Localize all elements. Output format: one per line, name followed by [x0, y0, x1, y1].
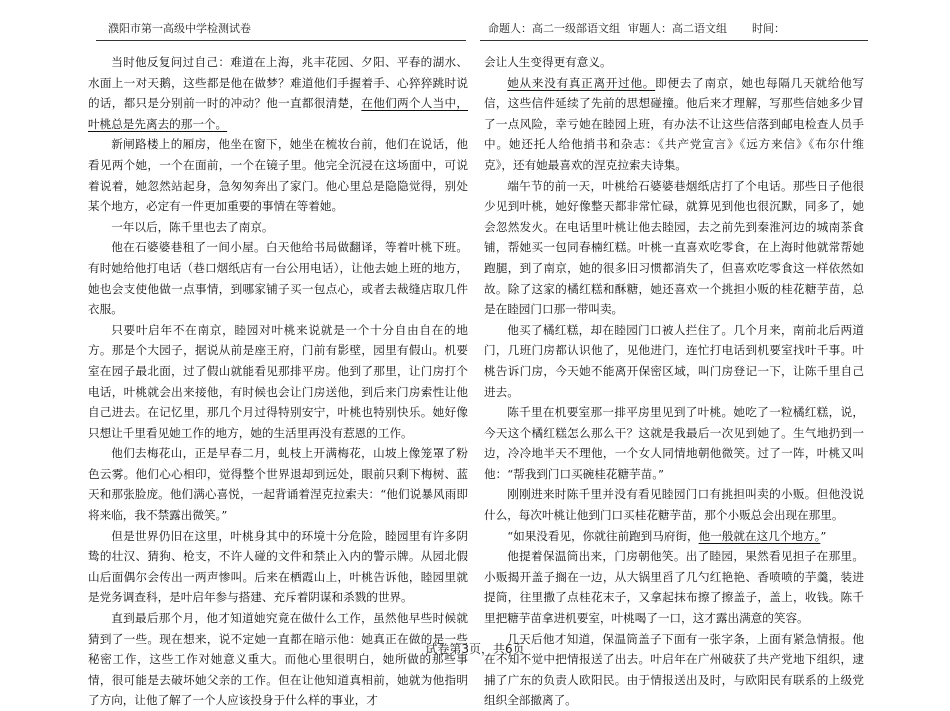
paragraph	[484, 526, 864, 547]
paragraph	[88, 52, 468, 134]
reviewer: 审题人：高二语文组	[628, 22, 727, 35]
paragraph: 他提着保温筒出来，门房朝他笑。出了睦园，果然看见担子在那里。小贩揭开盖子搁在一边，从大锅里舀了几勺红艳艳、香喷喷的芋羹，装进提筒，往里撒了点桂花末子，又拿起抹布擦了擦盖子，盖上，收钱。陈千里把糖芋苗拿进机要室，叶桃喝了一口，这才露出满意的笑容。	[484, 549, 864, 626]
school-title: 濮阳市第一高级中学检测试卷	[108, 22, 251, 35]
page-footer: 试卷第3页，共6页	[425, 642, 525, 656]
paragraph: 陈千里在机要室那一排平房里见到了叶桃。她吃了一粒橘红糕，说，今天这个橘红糕怎么那么干？这就是我最后一次见到她了。生气地扔到一边，冷冷地半天不理他，一个女人同情地朝他微笑。过了一阵，叶桃又叫他：“帮我到门口买碗桂花糖芋苗。”	[484, 405, 864, 481]
header-rule-left	[96, 40, 466, 41]
paragraph	[484, 73, 864, 176]
paragraph: 会让人生变得更有意义。	[484, 55, 612, 69]
underlined-sentence: 她从来没有真正离开过他。	[507, 75, 656, 90]
paragraph: 几天后他才知道，保温筒盖子下面有一张字条，上面有紧急情报。他在不知不觉中把情报送了出去。叶启年在广州破获了共产党地下组织，逮捕了广东的负责人欧阳民。由于情报送出及时，与欧阳民有联系的上级党组织全部撤离了。	[484, 631, 864, 708]
paragraph: 只要叶启年不在南京，睦园对叶桃来说就是一个十分自由自在的地方。那是个大园子，据说从前是座王府，门前有影壁，园里有假山。机要室在园子最北面，过了假山就能看见那排平房。他到了那里，让门房打个电话，叶桃就会出来接他，有时候也会让门房送他，到后来门房索性让他自己进去。在记忆里，那几个月过得特别安宁，叶桃也特别快乐。她好像只想让千里看见她工作的地方，她的生活里再没有惹恩的工作。	[88, 322, 468, 440]
underlined-sentence: 他一般就在这几个地方。	[698, 528, 821, 543]
paragraph: 新闸路楼上的厢房，他坐在窗下，她坐在梳妆台前，他们在说话，他看见两个她，一个在面前，一个在镜子里。他完全沉浸在这场面中，可说着说着，她忽然站起身，急匆匆奔出了家门。他心里总是隐隐觉得，别处某个地方，必定有一件更加重要的事情在等着她。	[88, 137, 468, 214]
right-column	[484, 52, 864, 711]
question-setter: 命题人：高二一级部语文组	[488, 22, 620, 35]
paragraph: 但是世界仍旧在这里，叶桃身其中的环境十分危险，睦园里有许多阴鸷的壮汉、猜狗、枪支，不许人碰的文件和禁止入内的警示牌。从园北假山后面偶尔会传出一两声惨叫。后来在栖霞山上，叶桃告诉他，睦园里就是党务调查科，是叶启年参与搭建、充斥着阴谋和杀戮的世界。	[88, 528, 468, 605]
text-span: 当时他反复问过自己：难道在上海，兆丰花园、夕阳、平春的湖水、水面上一对天鹅，这些都是他在做梦？难道他们手握着手、心猝猝跳时说的话，都只是分别前一时的冲动？他一直都很清楚，	[88, 55, 468, 111]
header-rule-right	[480, 40, 868, 41]
text-span: ”	[820, 528, 827, 543]
paragraph: 刚刚进来时陈千里并没有看见睦园门口有挑担叫卖的小贩。但他没说什么，每次叶桃让他到门口买桂花糖芋苗，那个小贩总会出现在那里。	[484, 487, 864, 523]
left-column	[88, 52, 468, 711]
text-span: “如果没看见，你就往前跑到马府街，	[507, 528, 699, 543]
paragraph: 他们去梅花山，正是早春二月，虬枝上开满梅花，山坡上像笼罩了粉色云雾。他们心心相印，觉得整个世界退却到远处，眼前只剩下梅树、蓝天和那张脸庞。他们满心喜悦，一起背诵着涅克拉索夫：“他们说暴风雨即将来临，我不禁露出微笑。”	[88, 446, 468, 523]
paragraph: 他在石婆婆巷租了一间小屋。白天他给书局做翻译，等着叶桃下班。有时她给他打电话（巷口烟纸店有一台公用电话），让他去她上班的地方，她也会支使他做一点事情，到哪家铺子买一包点心，或者去裁缝店取几件衣服。	[88, 240, 468, 317]
paragraph: 端午节的前一天，叶桃给石婆婆巷烟纸店打了个电话。那些日子他很少见到叶桃，她好像整天都非常忙碌，就算见到他也很沉默，同多了，她会忽然发火。在电话里叶桃让他去睦园，去之前先到秦淮河边的城南茶食铺，帮她买一包同春楠红糕。叶桃一直喜欢吃零食，在上海时他就常帮她跑腿，到了南京，她的很多旧习惯都消失了，但喜欢吃零食这一样依然如故。除了这家的橘红糕和酥糖，她还喜欢一个挑担小贩的桂花糖芋苗，总是在睦园门口那一带叫卖。	[484, 178, 864, 317]
underlined-sentence: 在他们两个人当中，叶桃总是先离去的那一个。	[88, 96, 468, 131]
paragraph: 一年以后，陈千里也去了南京。	[111, 219, 274, 234]
page-header	[0, 18, 950, 42]
paragraph: 他买了橘红糕，却在睦园门口被人拦住了。几个月来，南前北后两道门，几班门房都认识他了，见他进门，连忙打电话到机要室找叶千事。叶桃告诉门房，今天她不能离开保密区域，叫门房登记一下，让陈千里自己进去。	[484, 322, 864, 399]
text-span: 即便去了南京，她也每隔几天就给他写信，这些信件延续了先前的思想碰撞。他后来才理解，写那些信她多少冒了一点风险，幸亏她在睦园上班，有办法不让这些信落到邮电检查人员手中。她还托人给他捎书和杂志：《共产党宣言》《远方来信》《布尔什维克》，还有她最喜欢的涅克拉索夫诗集。	[484, 75, 864, 172]
paragraph: 直到最后那个月，他才知道她究竟在做什么工作，虽然他早些时候就猜到了一些。现在想来，说不定她一直都在暗示他：她真正在做的是一些秘密工作，这些工作对她意义重大。而他心里很明白，她所做的那些事情，很可能是去破坏她父亲的工作。但在让他知道真相前，她就为他指明了方向，让他了解了一个人应该投身于什么样的事业，才	[88, 611, 468, 708]
time-label: 时间：	[752, 22, 785, 35]
